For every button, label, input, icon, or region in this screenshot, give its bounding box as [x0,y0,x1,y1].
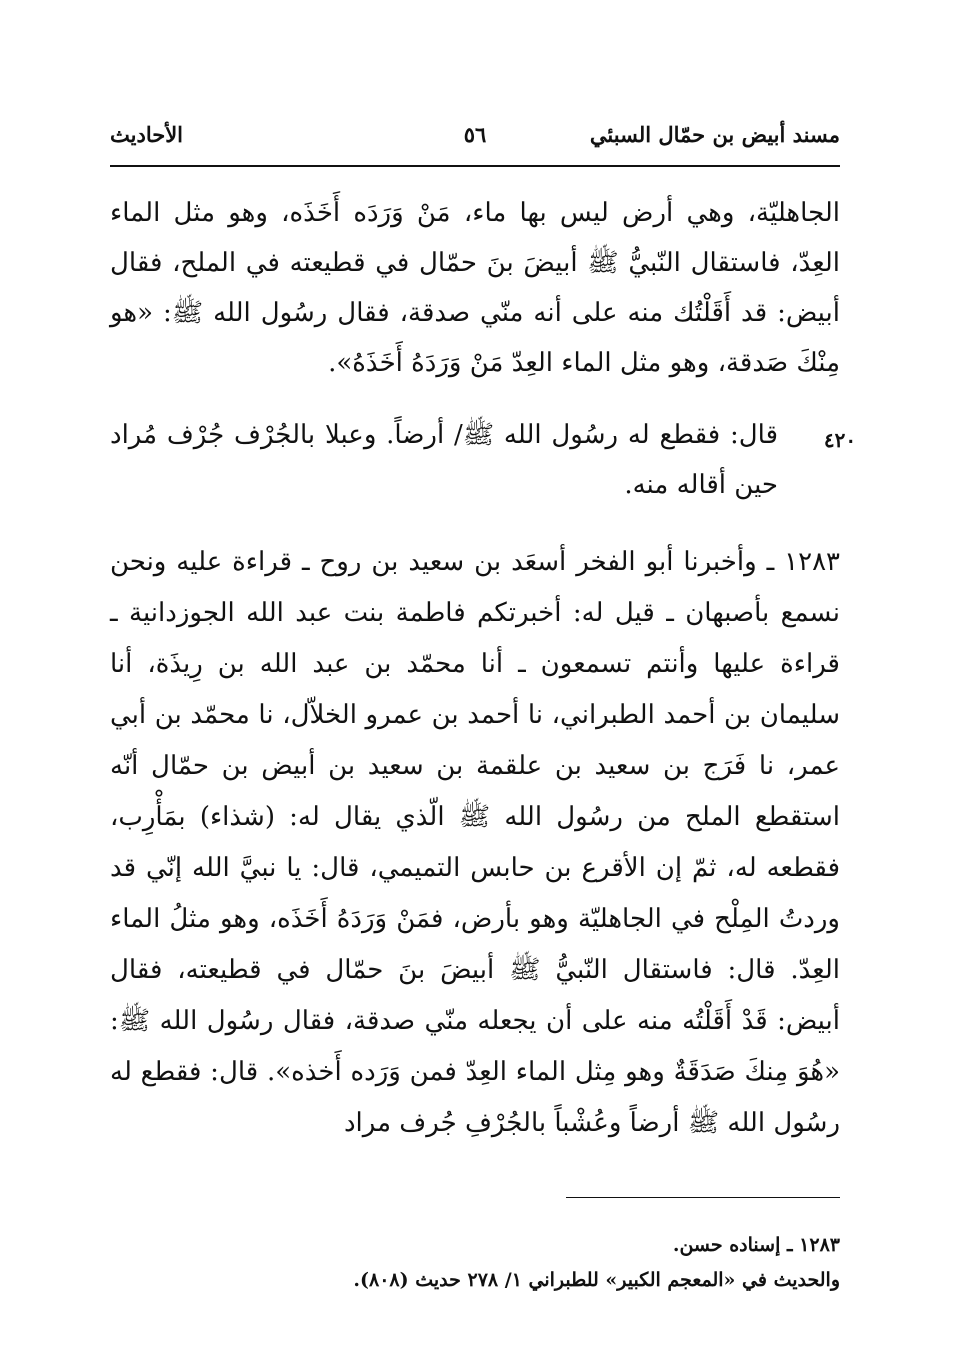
running-header [110,122,840,162]
paragraph-qal: قال: فقطع له رسُول الله ﷺ/ أرضاً. وعبلا بالجُرْف جُرْف مُراد حين أقاله منه. [110,420,778,500]
margin-page-number: ٤٢٠ [823,428,857,452]
section-title: الأحاديث [110,122,184,147]
header-rule [110,165,840,167]
footnote-2: والحديث في «المعجم الكبير» للطبراني ١/ ٢٧٨ حديث (٨٠٨). [353,1269,840,1291]
paragraph-continuation: الجاهليّة، وهي أرض ليس بها ماء، مَنْ وَرَدَه أَخَذَه، وهو مثل الماء العِدّ، فاستقال النّبيُّ ﷺ أبيضَ بنَ حمّال في قطيعته في الملح، فقال أبيض: قد أَقَلْتُك منه على أنه منّي صدقة، فقال رسُول الله ﷺ: «هو مِنْكَ صَدقة، وهو مثل الماء العِدّ مَنْ وَرَدَهُ أَخَذَهُ». [110,198,840,378]
paragraph-hadith-1283: ١٢٨٣ ـ وأخبرنا أبو الفخر أسعَد بن سعيد بن روح ـ قراءة عليه ونحن نسمع بأصبهان ـ قيل له: أخبرتكم فاطمة بنت عبد الله الجوزدانية ـ قراءة عليها وأنتم تسمعون ـ أنا محمّد بن عبد الله بن رِيذَة، أنا سليمان بن أحمد الطبراني، نا أحمد بن عمرو الخلاّل، نا محمّد بن أبي عمر، نا فَرَج بن سعيد بن علقمة بن سعيد بن أبيض بن حمّال أنّه استقطع الملح من رسُول الله ﷺ الّذي يقال له: (شذاء) بمَأْرِب، فقطعه له، ثمّ إن الأقرع بن حابس التميمي، قال: يا نبيَّ الله إنّي قد وردتُ المِلْح في الجاهليّة وهو بأرض، فمَنْ وَرَدَهُ أَخَذَه، وهو مثلُ الماء العِدّ. قال: فاستقال النّبيُّ ﷺ أبيضَ بنَ حمّال في قطيعته، فقال أبيض: قَدْ أَقَلْتُه منه على أن يجعله منّي صدقة، فقال رسُول الله ﷺ: «هُوَ مِنكَ صَدَقَةٌ وهو مِثل الماء العِدّ فمن وَرَده أَخذه». قال: فقطع له رسُول الله ﷺ أرضاً وعُشْباً بالجُرْفِ جُرف مراد [110,547,840,1138]
footnote-1: ١٢٨٣ ـ إسناده حسن. [672,1234,840,1256]
footnotes [110,1228,840,1298]
footnote-rule [566,1197,840,1198]
page-number: ٥٦ [463,122,487,147]
book-title: مسند أبيض بن حمّال السبئي [589,122,840,147]
